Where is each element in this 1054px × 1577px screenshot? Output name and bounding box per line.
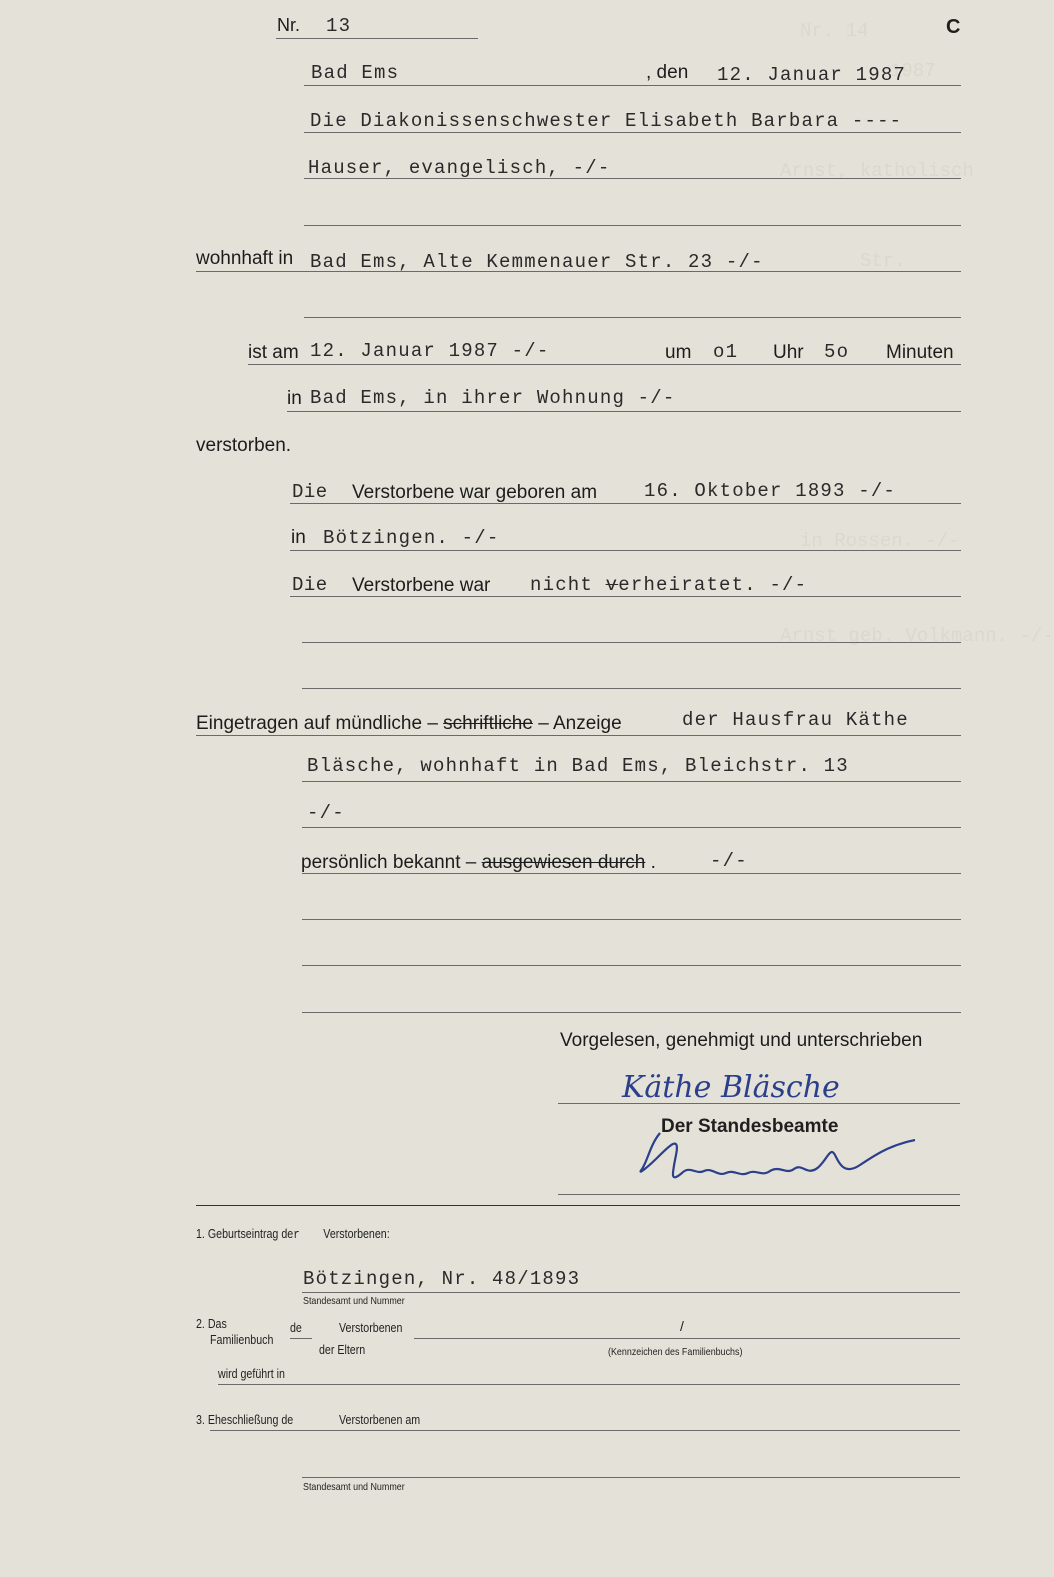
footer-item2-option-deceased: Verstorbenen	[339, 1320, 403, 1335]
marital-status: nicht verheiratet. -/-	[530, 574, 808, 596]
birth-date: 16. Oktober 1893 -/-	[644, 480, 897, 502]
familienbuch-kennzeichen-label: (Kennzeichen des Familienbuchs)	[608, 1346, 743, 1358]
uhr-label: Uhr	[773, 342, 804, 363]
death-in-label: in	[287, 388, 302, 409]
informant-line2: Bläsche, wohnhaft in Bad Ems, Bleichstr. 13	[307, 755, 849, 777]
footer-item3-label: 3. Eheschließung de	[196, 1412, 294, 1427]
residence-value: Bad Ems, Alte Kemmenauer Str. 23 -/-	[310, 251, 764, 273]
record-number: 13	[326, 15, 352, 37]
registry-place: Bad Ems	[311, 62, 400, 84]
footer-item3-label-b: Verstorbenen am	[339, 1412, 421, 1427]
identification-typed: -/-	[710, 850, 748, 872]
ist-am-label: ist am	[248, 342, 299, 363]
standesamt-label-3: Standesamt und Nummer	[303, 1481, 405, 1493]
registrar-signature	[630, 1125, 930, 1195]
verstorben-label: verstorben.	[196, 435, 292, 456]
identification-label: persönlich bekannt – ausgewiesen durch .	[301, 852, 656, 873]
birth-in-label: in	[291, 527, 306, 548]
death-date: 12. Januar 1987 -/-	[310, 340, 550, 362]
birth-label: Verstorbene war geboren am	[352, 482, 598, 503]
death-minutes: 5o	[824, 341, 850, 363]
footer-item2-num: 2. Das	[196, 1316, 227, 1331]
um-label: um	[665, 342, 692, 363]
death-place: Bad Ems, in ihrer Wohnung -/-	[310, 387, 676, 409]
deceased-name-line2: Hauser, evangelisch, -/-	[308, 157, 611, 179]
standesamt-label-1: Standesamt und Nummer	[303, 1295, 405, 1307]
informant-line3: -/-	[307, 802, 345, 824]
den-label: , den	[646, 62, 689, 83]
birth-typed-prefix: Die	[292, 481, 328, 503]
footer-item1-label: 1. Geburtseintrag der Verstorbenen:	[196, 1226, 390, 1242]
footer-item2-familienbuch: Familienbuch	[210, 1332, 274, 1347]
birth-place: Bötzingen. -/-	[323, 527, 500, 549]
registrar-signature-text: Hennich	[630, 1125, 634, 1126]
footer-item2-option-parents: der Eltern	[319, 1342, 366, 1357]
footer-item2-gefuehrt: wird geführt in	[218, 1366, 285, 1381]
death-hour: o1	[713, 341, 739, 363]
birth-register-entry: Bötzingen, Nr. 48/1893	[303, 1268, 581, 1290]
footer-item2-de: de	[290, 1320, 302, 1335]
read-approved-label: Vorgelesen, genehmigt und unterschrieben	[560, 1030, 923, 1051]
informant-label: Eingetragen auf mündliche – schriftliche – Anzeige	[196, 713, 622, 734]
informant-signature: Käthe Bläsche	[622, 1070, 840, 1105]
registrar-label: Der Standesbeamte	[661, 1116, 839, 1137]
series-letter: C	[946, 16, 961, 38]
registry-date: 12. Januar 1987	[717, 64, 907, 86]
nr-label: Nr.	[277, 15, 301, 35]
deceased-name-line1: Die Diakonissenschwester Elisabeth Barbara ----	[310, 110, 903, 132]
minuten-label: Minuten	[886, 342, 954, 363]
marital-typed-prefix: Die	[292, 574, 328, 596]
marital-label: Verstorbene war	[352, 575, 491, 596]
footer-item2-slash: /	[680, 1318, 684, 1334]
residence-label: wohnhaft in	[196, 248, 294, 269]
informant-line1: der Hausfrau Käthe	[682, 709, 909, 731]
